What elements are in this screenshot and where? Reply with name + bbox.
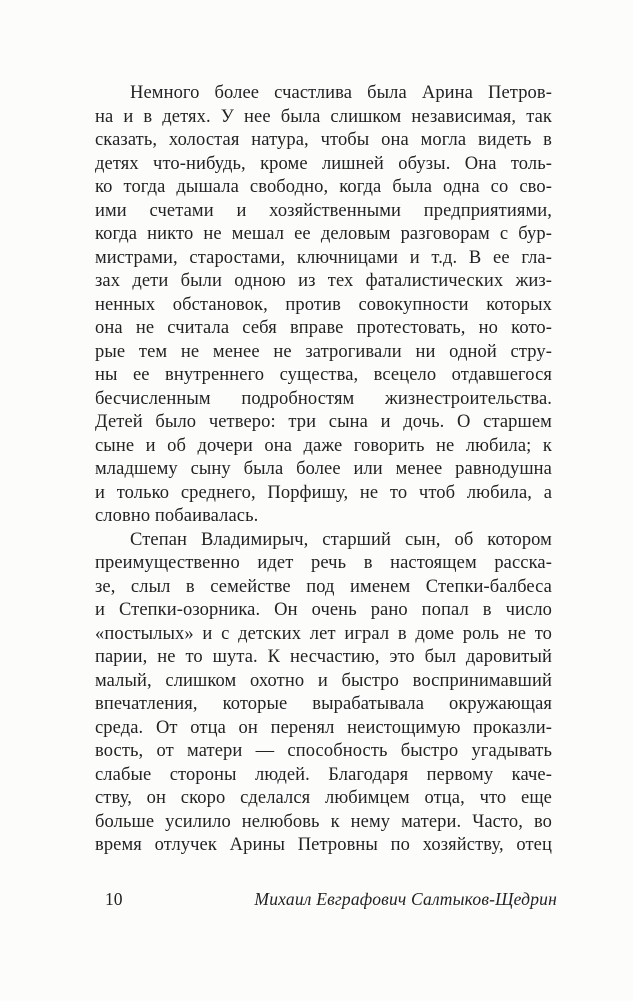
text-line: Степан Владимирыч, старший сын, об котором — [130, 529, 552, 550]
text-line: ко тогда дышала свободно, когда была одна со сво- — [95, 177, 552, 197]
text-line: ны ее внутреннего существа, всецело отдавшегося — [95, 365, 552, 385]
text-line: среда. От отца он перенял неистощимую проказли- — [95, 717, 552, 738]
text-line: больше усилило нелюбовь к нему матери. Часто, во — [95, 811, 552, 832]
text-line: сыне и об дочери она даже говорить не любила; к — [95, 435, 552, 456]
text-line: впечатления, которые вырабатывала окружающая — [95, 694, 552, 714]
text-line: время отлучек Арины Петровны по хозяйству, отец — [95, 835, 552, 855]
text-block — [95, 82, 552, 858]
text-line: ненных обстановок, против совокупности которых — [95, 294, 552, 315]
text-line: она не считала себя вправе протестовать, но кото- — [95, 318, 552, 338]
text-line: на и в детях. У нее была слишком независимая, так — [95, 106, 552, 127]
text-line: преимущественно идет речь в настоящем расска- — [95, 553, 552, 573]
text-line: когда никто не мешал ее деловым разговорам с бур- — [95, 224, 552, 244]
paragraph — [95, 529, 552, 858]
page-number: 10 — [105, 889, 123, 909]
text-line: ими счетами и хозяйственными предприятиями, — [95, 200, 552, 221]
text-line: сказать, холостая натура, чтобы она могла видеть в — [95, 130, 552, 150]
text-line: младшему сыну была более или менее равнодушна — [95, 459, 552, 479]
text-line: малый, слишком охотно и быстро воспринимавший — [95, 670, 552, 691]
text-line: рые тем не менее не затрогивали ни одной стру- — [95, 341, 552, 362]
text-line: мистрами, старостами, ключницами и т.д. В ее гла- — [95, 247, 552, 268]
text-line: ству, он скоро сделался любимцем отца, что еще — [95, 788, 552, 808]
text-line: бесчисленным подробностям жизнестроительства. — [95, 388, 552, 409]
text-line: Детей было четверо: три сына и дочь. О старшем — [95, 412, 552, 432]
text-line: и только среднего, Порфишу, не то чтоб любила, а — [95, 482, 552, 503]
text-line: зах дети были одною из тех фаталистических жиз- — [95, 271, 552, 291]
text-line: зе, слыл в семействе под именем Степки-балбеса — [95, 576, 552, 597]
text-line: словно побаивалась. — [95, 506, 259, 526]
text-line: парии, не то шута. К несчастию, это был даровитый — [95, 647, 552, 667]
text-line: и Степки-озорника. Он очень рано попал в число — [95, 600, 552, 620]
running-author: Михаил Евграфович Салтыков-Щедрин — [254, 889, 557, 909]
text-line: «постылых» и с детских лет играл в доме роль не то — [95, 623, 552, 644]
page-footer — [95, 888, 557, 910]
text-line: детях что-нибудь, кроме лишней обузы. Она толь- — [95, 153, 552, 174]
text-line: слабые стороны людей. Благодаря первому каче- — [95, 764, 552, 785]
text-line: вость, от матери — способность быстро угадывать — [95, 741, 552, 761]
paragraph — [95, 82, 552, 529]
text-line: Немного более счастлива была Арина Петров- — [130, 83, 552, 103]
